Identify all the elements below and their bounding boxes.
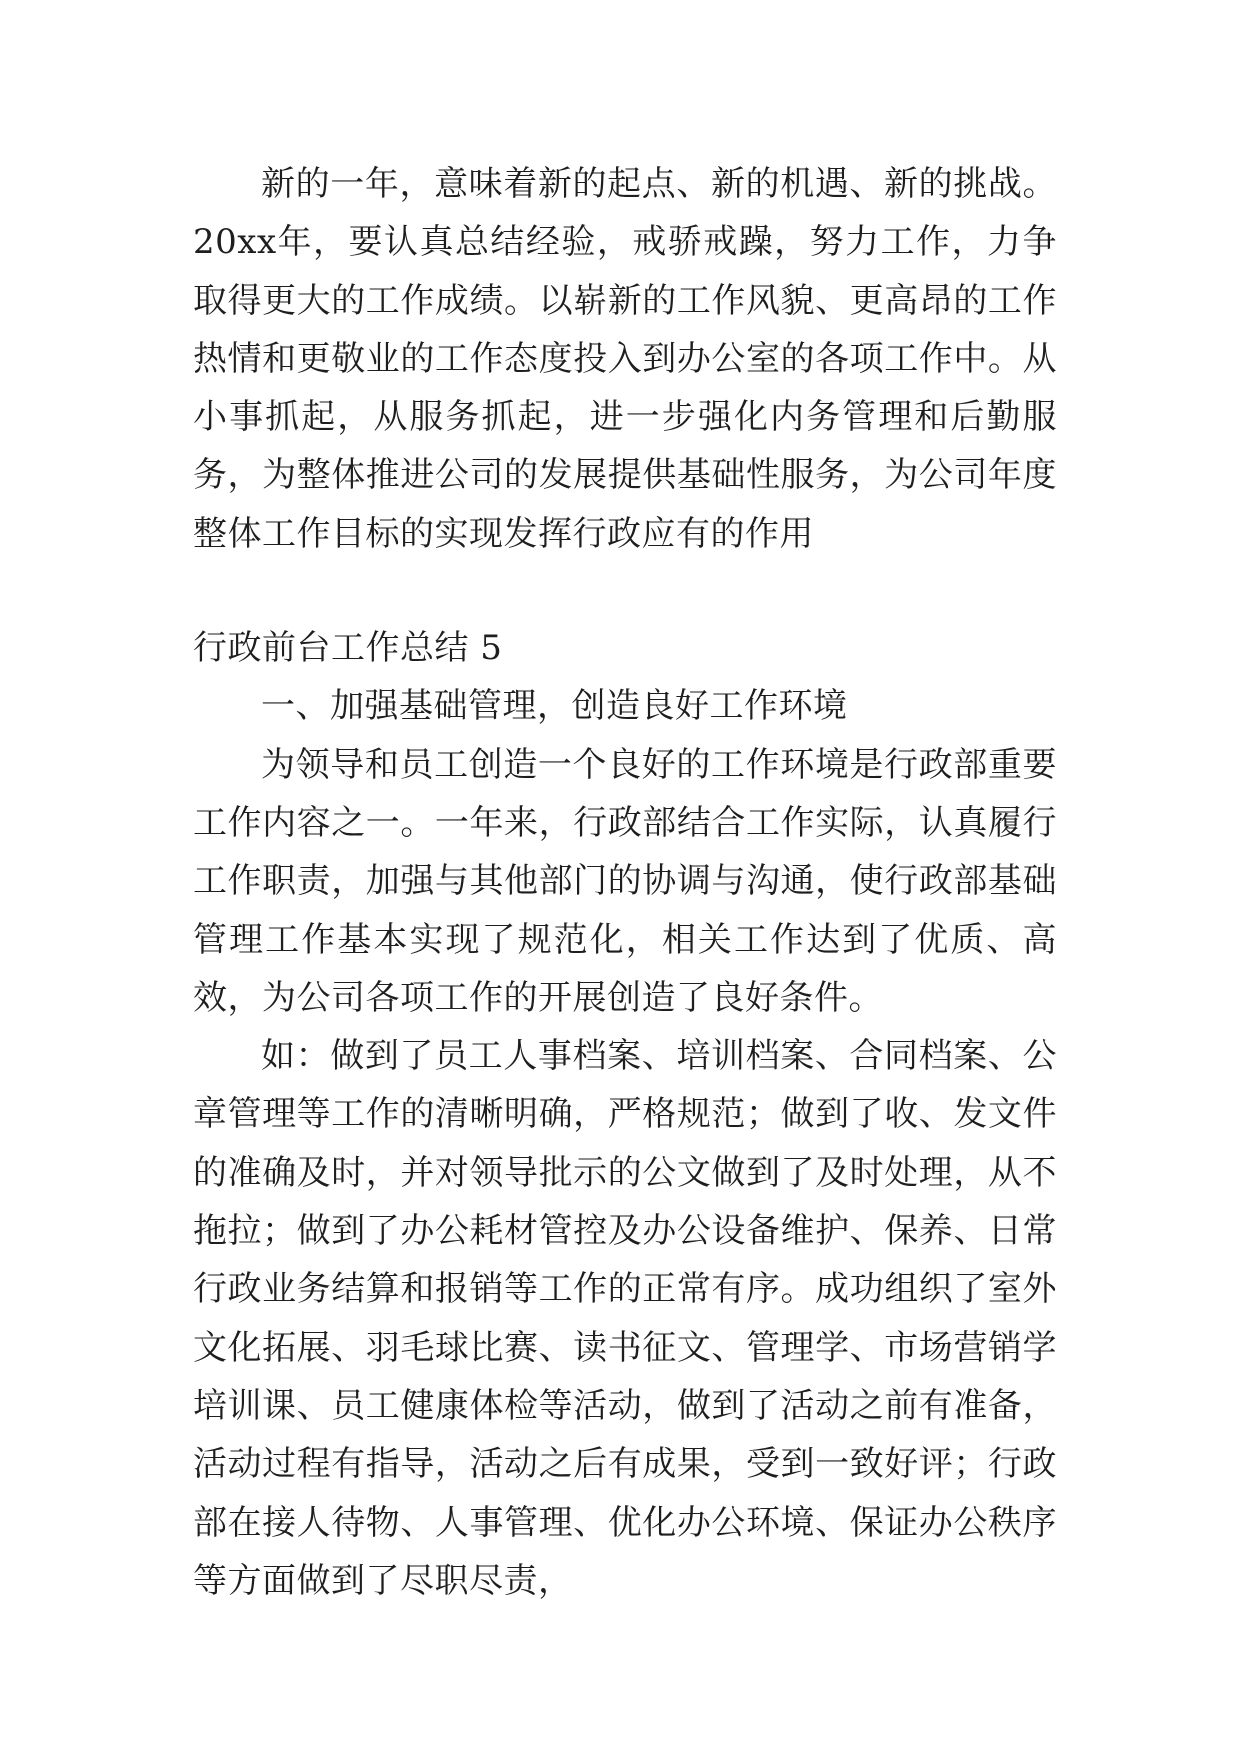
intro-paragraph: 新的一年，意味着新的起点、新的机遇、新的挑战。20xx年，要认真总结经验，戒骄戒躁，努力工作，力争取得更大的工作成绩。以崭新的工作风貌、更高昂的工作热情和更敬业的工作态度投入到办公室的各项工作中。从小事抓起，从服务抓起，进一步强化内务管理和后勤服务，为整体推进公司的发展提供基础性服务，为公司年度整体工作目标的实现发挥行政应有的作用 [193,164,1057,554]
document-body [193,155,1057,1610]
paragraph-examples: 如：做到了员工人事档案、培训档案、合同档案、公章管理等工作的清晰明确，严格规范；做到了收、发文件的准确及时，并对领导批示的公文做到了及时处理，从不拖拉；做到了办公耗材管控及办公设备维护、保养、日常行政业务结算和报销等工作的正常有序。成功组织了室外文化拓展、羽毛球比赛、读书征文、管理学、市场营销学培训课、员工健康体检等活动，做到了活动之前有准备，活动过程有指导，活动之后有成果，受到一致好评；行政部在接人待物、人事管理、优化办公环境、保证办公秩序等方面做到了尽职尽责， [193,1036,1057,1601]
subheading-strengthen-management: 一、加强基础管理，创造良好工作环境 [261,686,848,727]
paragraph-work-environment: 为领导和员工创造一个良好的工作环境是行政部重要工作内容之一。一年来，行政部结合工作实际，认真履行工作职责，加强与其他部门的协调与沟通，使行政部基础管理工作基本实现了规范化，相关工作达到了优质、高效，为公司各项工作的开展创造了良好条件。 [193,744,1057,1018]
section-title: 行政前台工作总结 5 [193,628,503,669]
